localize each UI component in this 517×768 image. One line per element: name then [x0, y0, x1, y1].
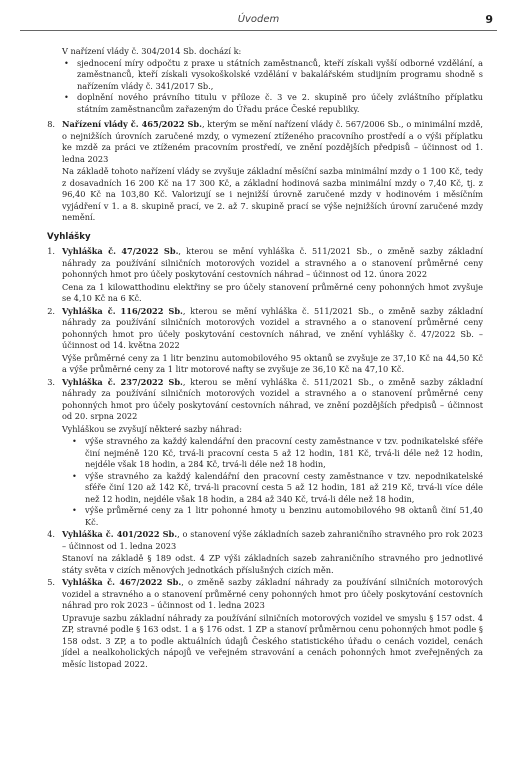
item-title: Nařízení vlády č. 465/2022 Sb. [62, 119, 202, 129]
item-description: Na základě tohoto nařízení vlády se zvyšuje základní měsíční sazba minimální mzdy o 1 100 Kč, tedy z dosavadních 16 200 Kč na 17 300 Kč, a základní hodinová sazba minimální mzdy o 7,40 Kč, tj. z 96,40 Kč na 103,80 Kč. Valorizují se i nejnižší úrovně zaručené mzdy v hodinovém i měsíčním vyjádření v 1. a 8. skupině prací, ve 2. až 7. skupině prací se výše nejnižších úrovní zaručené mzdy nemění. [62, 166, 483, 222]
item-text: , kterým se mění nařízení vlády č. 567/2006 Sb., o minimální mzdě, o nejnižších úrovních zaručené mzdy, o vymezení ztíženého pracovního prostředí a o výši příplatku ke mzdě za práci ve ztíženém pracovním prostředí, ve znění pozdějších předpisů – účinnost od 1. ledna 2023 [62, 119, 483, 164]
item-description: Cena za 1 kilowatthodinu elektřiny se pro účely stanovení průměrné ceny pohonných hmot zvyšuje se 4,10 Kč na 6 Kč. [62, 281, 483, 303]
item-description: Výše průměrné ceny za 1 litr benzinu automobilového 95 oktanů se zvyšuje ze 37,10 Kč na 44,50 Kč a výše průměrné ceny za 1 litr motorové nafty se zvyšuje ze 36,10 Kč na 47,10 Kč. [62, 352, 483, 374]
page-content [47, 46, 483, 671]
item-description: Upravuje sazbu základní náhrady za používání silničních motorových vozidel ve smyslu § 157 odst. 4 ZP, stravné podle § 163 odst. 1 a § 176 odst. 1 ZP a stanoví průměrnou cenu pohonných hmot podle § 158 odst. 3 ZP, a to podle aktuálních údajů Českého statistického úřadu o cenách vozidel, cenách jídel a nealkoholických nápojů ve veřejném stravování a cenách pohonných hmot zveřejněných za měsíc listopad 2022. [62, 612, 483, 669]
item-number: 3. [47, 376, 55, 387]
regulation-item-8 [47, 119, 483, 224]
item-number: 1. [47, 246, 55, 256]
page-header [20, 14, 497, 34]
decree-item [47, 577, 483, 670]
item-text: , o stanovení výše základních sazeb zahraničního stravného pro rok 2023 – účinnost od 1. ledna 2023 [62, 529, 483, 551]
decree-item [47, 529, 483, 576]
item-text: , kterou se mění vyhláška č. 511/2021 Sb., o změně sazby základní náhrady za používání silničních motorových vozidel a stravného a o stanovení průměrné ceny pohonných hmot pro účely poskytování cestovních náhrad, ve znění pozdějších předpisů – účinnost od 20. srpna 2022 [62, 376, 483, 421]
intro-bullet-list [64, 58, 483, 116]
rate-bullet: • výše průměrné ceny za 1 litr pohonné hmoty u benzinu automobilového 98 oktanů činí 51,40 Kč. [72, 505, 483, 528]
rate-bullet: • výše stravného za každý kalendářní den pracovní cesty zaměstnance v tzv. podnikatelské sféře činí nejméně 120 Kč, trvá-li pracovní cesta 5 až 12 hodin, 181 Kč, trvá-li déle než 12 hodin, nejdéle však 18 hodin, a 284 Kč, trvá-li déle než 18 hodin, [72, 436, 483, 471]
header-rule [20, 30, 497, 31]
page-number: 9 [485, 13, 493, 26]
item-text: , kterou se mění vyhláška č. 511/2021 Sb., o změně sazby základní náhrady za používání silničních motorových vozidel a stravného a o stanovení průměrné ceny pohonných hmot pro účely poskytování cestovních náhrad – účinnost od 12. února 2022 [62, 246, 483, 279]
intro-bullet: • sjednocení míry odpočtu z praxe u státních zaměstnanců, kteří získali vyšší odborné vzdělání, a zaměstnanců, kteří získali vysokoškolské vzdělání v bakalářském studijním programu shodně s nařízením vlády č. 341/2017 Sb., [64, 58, 483, 93]
item-title: Vyhláška č. 467/2022 Sb. [62, 577, 182, 587]
item-title: Vyhláška č. 401/2022 Sb. [62, 529, 178, 539]
intro-text: V nařízení vlády č. 304/2014 Sb. dochází k: [62, 46, 242, 56]
decree-item [47, 246, 483, 305]
running-title: Úvodem [237, 14, 280, 25]
item-description: Stanoví na základě § 189 odst. 4 ZP výši základních sazeb zahraničního stravného pro jednotlivé státy světa v cizích měnových jednotkách příslušných cizích měn. [62, 553, 483, 575]
item-number: 5. [47, 577, 55, 587]
item-description: Vyhláškou se zvyšují některé sazby náhrad: [62, 423, 243, 434]
item-number: 2. [47, 305, 55, 316]
item-text: , kterou se mění vyhláška č. 511/2021 Sb., o změně sazby základní náhrady za používání silničních motorových vozidel a stravného a o stanovení průměrné ceny pohonných hmot pro účely poskytování cestovních náhrad, ve znění vyhlášky č. 47/2022 Sb. – účinnost od 14. května 2022 [62, 305, 483, 350]
decree-item [47, 377, 483, 529]
rate-bullet: • výše stravného za každý kalendářní den pracovní cesty zaměstnance v tzv. nepodnikatelské sféře činí 120 až 142 Kč, trvá-li pracovní cesta 5 až 12 hodin, 181 až 219 Kč, trvá-li více déle než 12 hodin, nejdéle však 18 hodin, a 284 až 340 Kč, trvá-li déle než 18 hodin, [72, 471, 483, 506]
item-title: Vyhláška č. 116/2022 Sb. [62, 305, 183, 316]
item-title: Vyhláška č. 237/2022 Sb. [62, 376, 183, 387]
rate-bullet-list [72, 436, 483, 528]
item-text: , o změně sazby základní náhrady za používání silničních motorových vozidel a stravného a o stanovení průměrné ceny pohonných hmot pro účely poskytování cestovních náhrad pro rok 2023 – účinnost od 1. ledna 2023 [62, 577, 483, 610]
decree-list [47, 246, 483, 670]
regulation-list [47, 119, 483, 224]
section-heading: Vyhlášky [47, 231, 91, 242]
item-title: Vyhláška č. 47/2022 Sb. [62, 246, 179, 256]
intro-bullet: • doplnění nového právního titulu v příloze č. 3 ve 2. skupině pro účely zvláštního příplatku státním zaměstnancům zařazeným do Úřadu práce České republiky. [64, 92, 483, 115]
item-number: 8. [47, 119, 55, 129]
item-number: 4. [47, 529, 55, 539]
decree-item [47, 306, 483, 376]
